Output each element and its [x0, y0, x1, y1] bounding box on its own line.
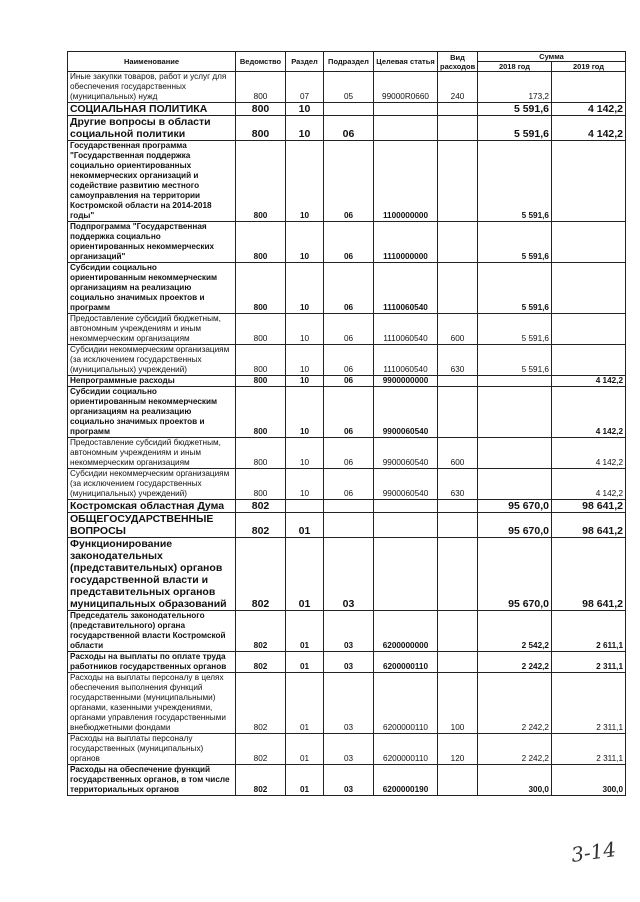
- row-dept: 800: [236, 263, 286, 314]
- row-2019: 4 142,2: [552, 469, 626, 500]
- row-subsection: 06: [324, 345, 374, 376]
- row-2018: 5 591,6: [478, 345, 552, 376]
- header-2019: 2019 год: [552, 62, 626, 72]
- row-dept: 802: [236, 673, 286, 734]
- row-type: [438, 222, 478, 263]
- row-subsection: 06: [324, 376, 374, 387]
- row-2018: [478, 438, 552, 469]
- row-name: Расходы на обеспечение функций государственных органов, в том числе территориальных органов: [68, 765, 236, 796]
- row-2019: 4 142,2: [552, 387, 626, 438]
- row-dept: 800: [236, 222, 286, 263]
- row-section: 01: [286, 538, 324, 611]
- row-section: 10: [286, 345, 324, 376]
- row-name: Иные закупки товаров, работ и услуг для обеспечения государственных (муниципальных) нужд: [68, 72, 236, 103]
- row-target: [374, 538, 438, 611]
- row-2019: 98 641,2: [552, 538, 626, 611]
- table-row: [68, 72, 626, 103]
- row-name: Предоставление субсидий бюджетным, автономным учреждениям и иным некоммерческим организациям: [68, 314, 236, 345]
- row-2018: 95 670,0: [478, 500, 552, 513]
- row-subsection: 06: [324, 469, 374, 500]
- row-name: Костромская областная Дума: [68, 500, 236, 513]
- row-2019: 4 142,2: [552, 103, 626, 116]
- row-target: 9900060540: [374, 438, 438, 469]
- row-2019: 2 311,1: [552, 673, 626, 734]
- row-target: [374, 500, 438, 513]
- row-2019: 2 611,1: [552, 611, 626, 652]
- header-type: Вид расходов: [438, 52, 478, 72]
- row-2018: [478, 469, 552, 500]
- row-2019: 4 142,2: [552, 438, 626, 469]
- budget-table: [67, 51, 626, 796]
- table-row: [68, 222, 626, 263]
- row-name: Расходы на выплаты персоналу в целях обеспечения выполнения функций государственными (муниципальными) органами, казенными учреждениями, органами управления государственными внебюджетными фондами: [68, 673, 236, 734]
- row-type: [438, 538, 478, 611]
- header-name: Наименование: [68, 52, 236, 72]
- row-target: 1110060540: [374, 345, 438, 376]
- table-row: [68, 652, 626, 673]
- row-section: 01: [286, 734, 324, 765]
- row-dept: 800: [236, 438, 286, 469]
- header-target: Целевая статья: [374, 52, 438, 72]
- table-row: [68, 673, 626, 734]
- table-row: [68, 611, 626, 652]
- row-subsection: 06: [324, 263, 374, 314]
- table-row: [68, 314, 626, 345]
- row-name: Подпрограмма "Государственная поддержка социально ориентированных некоммерческих организаций": [68, 222, 236, 263]
- row-target: 99000R0660: [374, 72, 438, 103]
- row-section: 10: [286, 376, 324, 387]
- row-2018: 5 591,6: [478, 263, 552, 314]
- row-2019: 2 311,1: [552, 734, 626, 765]
- row-subsection: 06: [324, 387, 374, 438]
- header-section: Раздел: [286, 52, 324, 72]
- row-2019: 4 142,2: [552, 116, 626, 141]
- row-type: [438, 652, 478, 673]
- row-dept: 800: [236, 376, 286, 387]
- row-2018: 95 670,0: [478, 513, 552, 538]
- row-2018: 2 242,2: [478, 652, 552, 673]
- row-dept: 802: [236, 652, 286, 673]
- row-2018: 5 591,6: [478, 222, 552, 263]
- row-2018: 5 591,6: [478, 103, 552, 116]
- row-target: [374, 513, 438, 538]
- table-row: [68, 376, 626, 387]
- row-name: ОБЩЕГОСУДАРСТВЕННЫЕ ВОПРОСЫ: [68, 513, 236, 538]
- header-dept: Ведомство: [236, 52, 286, 72]
- row-type: 600: [438, 438, 478, 469]
- row-type: [438, 500, 478, 513]
- row-2018: 5 591,6: [478, 141, 552, 222]
- row-subsection: 03: [324, 734, 374, 765]
- row-dept: 802: [236, 611, 286, 652]
- table-body: [68, 72, 626, 796]
- row-2019: [552, 345, 626, 376]
- row-name: Другие вопросы в области социальной политики: [68, 116, 236, 141]
- row-type: [438, 387, 478, 438]
- row-type: 240: [438, 72, 478, 103]
- row-dept: 802: [236, 538, 286, 611]
- row-2018: 300,0: [478, 765, 552, 796]
- row-target: 6200000190: [374, 765, 438, 796]
- row-name: Функционирование законодательных (представительных) органов государственной власти и представительных органов муниципальных образований: [68, 538, 236, 611]
- header-2018: 2018 год: [478, 62, 552, 72]
- row-subsection: 03: [324, 765, 374, 796]
- table-row: [68, 765, 626, 796]
- table-row: [68, 387, 626, 438]
- row-type: 120: [438, 734, 478, 765]
- table-row: [68, 103, 626, 116]
- row-subsection: [324, 500, 374, 513]
- row-2018: 173,2: [478, 72, 552, 103]
- row-2018: 5 591,6: [478, 116, 552, 141]
- row-subsection: 06: [324, 116, 374, 141]
- row-section: 01: [286, 765, 324, 796]
- row-target: 9900060540: [374, 469, 438, 500]
- row-section: 01: [286, 611, 324, 652]
- row-dept: 800: [236, 387, 286, 438]
- row-2019: [552, 222, 626, 263]
- row-type: 630: [438, 469, 478, 500]
- row-subsection: 06: [324, 438, 374, 469]
- row-dept: 800: [236, 72, 286, 103]
- row-dept: 800: [236, 314, 286, 345]
- row-2018: 5 591,6: [478, 314, 552, 345]
- row-type: [438, 263, 478, 314]
- row-2018: [478, 387, 552, 438]
- row-target: [374, 103, 438, 116]
- row-2018: 2 242,2: [478, 734, 552, 765]
- row-target: 9900060540: [374, 387, 438, 438]
- row-name: Предоставление субсидий бюджетным, автономным учреждениям и иным некоммерческим организациям: [68, 438, 236, 469]
- row-name: Субсидии социально ориентированным некоммерческим организациям на реализацию социально значимых проектов и программ: [68, 263, 236, 314]
- table-row: [68, 345, 626, 376]
- row-subsection: 06: [324, 314, 374, 345]
- row-subsection: 06: [324, 141, 374, 222]
- row-section: [286, 500, 324, 513]
- row-section: 10: [286, 469, 324, 500]
- row-2018: 2 542,2: [478, 611, 552, 652]
- row-target: 1110000000: [374, 222, 438, 263]
- table-row: [68, 513, 626, 538]
- row-section: 10: [286, 116, 324, 141]
- row-name: Субсидии социально ориентированным некоммерческим организациям на реализацию социально значимых проектов и программ: [68, 387, 236, 438]
- page-number: 3-14: [569, 836, 618, 868]
- table-row: [68, 500, 626, 513]
- row-name: Непрограммные расходы: [68, 376, 236, 387]
- table-row: [68, 469, 626, 500]
- row-2019: [552, 314, 626, 345]
- row-type: [438, 376, 478, 387]
- table-row: [68, 141, 626, 222]
- row-2019: 4 142,2: [552, 376, 626, 387]
- row-dept: 800: [236, 116, 286, 141]
- row-dept: 802: [236, 765, 286, 796]
- row-section: 10: [286, 141, 324, 222]
- row-2018: 95 670,0: [478, 538, 552, 611]
- row-name: Государственная программа "Государственная поддержка социально ориентированных некоммерческих организаций и содействие развитию местного самоуправления на территории Костромской области на 2014-2018 годы": [68, 141, 236, 222]
- table-row: [68, 538, 626, 611]
- row-dept: 800: [236, 345, 286, 376]
- row-section: 01: [286, 673, 324, 734]
- row-target: 6200000000: [374, 611, 438, 652]
- row-section: 10: [286, 387, 324, 438]
- row-subsection: 03: [324, 652, 374, 673]
- row-2019: [552, 141, 626, 222]
- row-dept: 802: [236, 513, 286, 538]
- row-name: Председатель законодательного (представительного) органа государственной власти Костромской области: [68, 611, 236, 652]
- row-section: 10: [286, 263, 324, 314]
- table-header: [68, 52, 626, 72]
- row-section: 10: [286, 314, 324, 345]
- row-section: 10: [286, 438, 324, 469]
- row-target: 9900000000: [374, 376, 438, 387]
- row-type: 630: [438, 345, 478, 376]
- row-target: [374, 116, 438, 141]
- row-type: 100: [438, 673, 478, 734]
- row-2019: 300,0: [552, 765, 626, 796]
- row-dept: 800: [236, 469, 286, 500]
- table-row: [68, 734, 626, 765]
- row-subsection: [324, 103, 374, 116]
- row-2019: [552, 263, 626, 314]
- row-target: 6200000110: [374, 673, 438, 734]
- row-type: 600: [438, 314, 478, 345]
- row-target: 1110060540: [374, 263, 438, 314]
- row-section: 01: [286, 513, 324, 538]
- table-row: [68, 263, 626, 314]
- row-target: 1110060540: [374, 314, 438, 345]
- row-2019: 98 641,2: [552, 513, 626, 538]
- row-name: Субсидии некоммерческим организациям (за исключением государственных (муниципальных) учреждений): [68, 345, 236, 376]
- row-section: 10: [286, 103, 324, 116]
- table-row: [68, 438, 626, 469]
- row-target: 6200000110: [374, 652, 438, 673]
- row-section: 10: [286, 222, 324, 263]
- row-type: [438, 116, 478, 141]
- row-type: [438, 513, 478, 538]
- row-type: [438, 611, 478, 652]
- row-2019: [552, 72, 626, 103]
- row-dept: 800: [236, 103, 286, 116]
- row-dept: 802: [236, 500, 286, 513]
- header-sum: Сумма: [478, 52, 626, 62]
- row-dept: 800: [236, 141, 286, 222]
- row-type: [438, 765, 478, 796]
- table-row: [68, 116, 626, 141]
- row-name: Расходы на выплаты по оплате труда работников государственных органов: [68, 652, 236, 673]
- row-name: СОЦИАЛЬНАЯ ПОЛИТИКА: [68, 103, 236, 116]
- row-subsection: [324, 513, 374, 538]
- row-section: 01: [286, 652, 324, 673]
- row-2018: 2 242,2: [478, 673, 552, 734]
- row-dept: 802: [236, 734, 286, 765]
- row-section: 07: [286, 72, 324, 103]
- row-2019: 2 311,1: [552, 652, 626, 673]
- header-subsection: Подраздел: [324, 52, 374, 72]
- row-name: Субсидии некоммерческим организациям (за исключением государственных (муниципальных) учреждений): [68, 469, 236, 500]
- row-type: [438, 141, 478, 222]
- row-target: 1100000000: [374, 141, 438, 222]
- row-subsection: 05: [324, 72, 374, 103]
- row-2019: 98 641,2: [552, 500, 626, 513]
- row-2018: [478, 376, 552, 387]
- row-subsection: 06: [324, 222, 374, 263]
- row-subsection: 03: [324, 538, 374, 611]
- row-name: Расходы на выплаты персоналу государственных (муниципальных) органов: [68, 734, 236, 765]
- row-subsection: 03: [324, 673, 374, 734]
- row-target: 6200000110: [374, 734, 438, 765]
- row-type: [438, 103, 478, 116]
- row-subsection: 03: [324, 611, 374, 652]
